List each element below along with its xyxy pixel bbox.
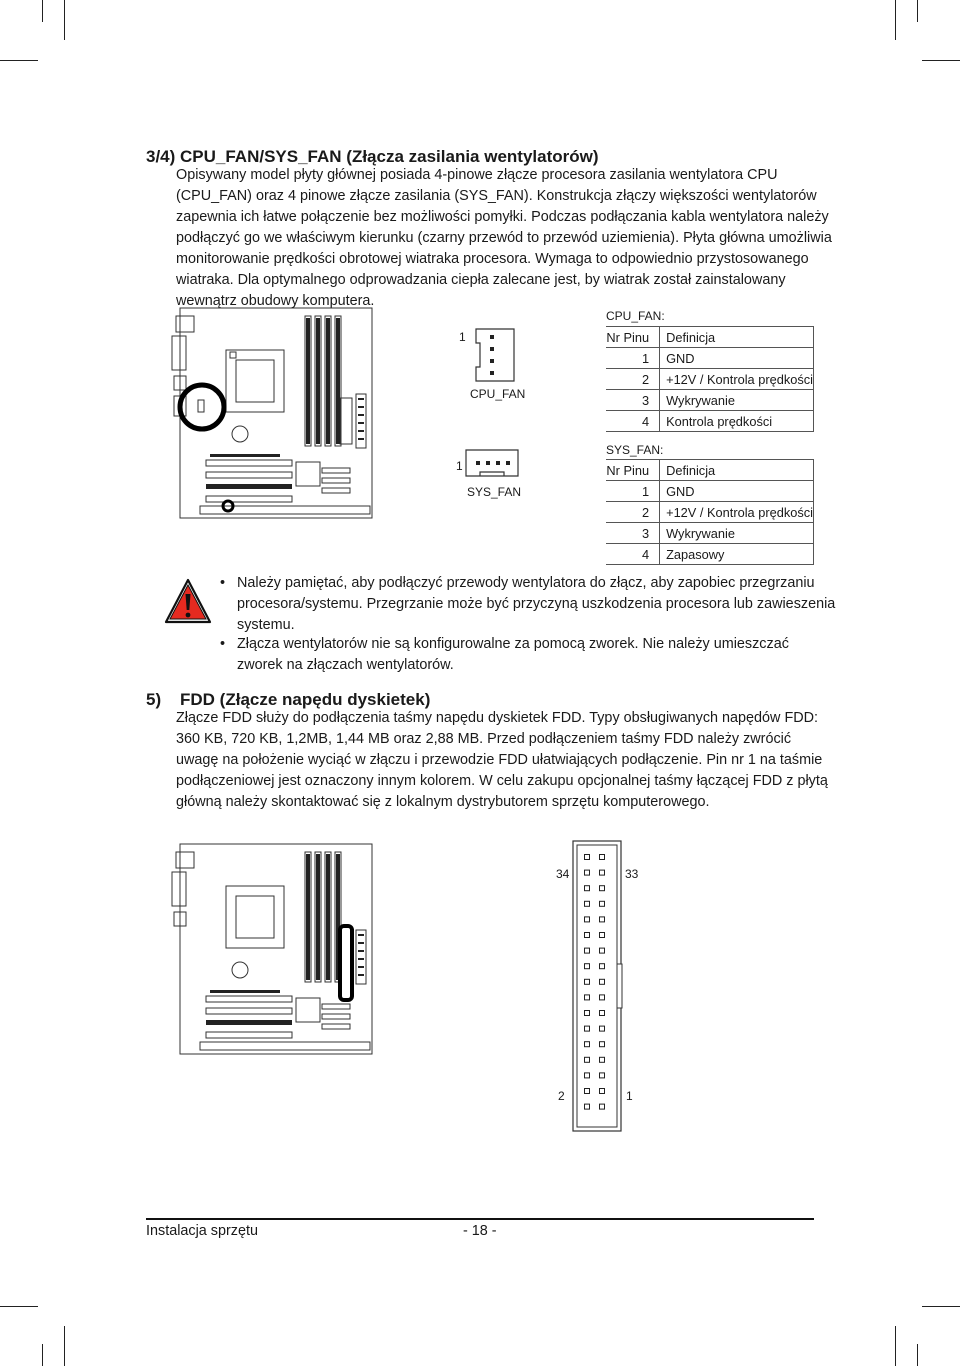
note-line: • Złącza wentylatorów nie są konfigurowalne za pomocą zworek. Nie należy umieszczać [237,634,789,655]
fdd-pin [585,870,590,875]
crop-mark [922,60,960,61]
crop-mark [917,1344,918,1366]
crop-mark [42,0,43,22]
warning-bullet-2 [237,634,789,676]
sys-fan-table-title: SYS_FAN: [606,443,664,457]
table-cell: 2 [606,502,660,523]
warning-icon [164,577,212,625]
fdd-pin-1-label: 1 [626,1089,633,1103]
fdd-pin [585,855,590,860]
paragraph-line: Opisywany model płyty głównej posiada 4-pinowe złącze procesora zasilania wentylatora CPU [176,167,778,183]
table-row [606,327,814,348]
fdd-pin [600,1042,605,1047]
fdd-highlight [340,926,352,1000]
fdd-pin [600,886,605,891]
fdd-pin-33-label: 33 [625,867,639,881]
fdd-pin [600,917,605,922]
table-cell: 4 [606,411,660,432]
crop-mark [895,0,896,40]
table-cell: 1 [606,481,660,502]
fdd-pin [600,995,605,1000]
fdd-pin [600,1057,605,1062]
crop-mark [0,60,38,61]
table-cell: GND [660,348,814,369]
fdd-pin [585,917,590,922]
fdd-pin [600,1073,605,1078]
table-cell: Zapasowy [660,544,814,565]
footer-rule [146,1218,814,1220]
paragraph-line: Złącze FDD służy do podłączenia taśmy napędu dyskietek FDD. Typy obsługiwanych napędów FDD: [176,710,819,726]
crop-mark [64,0,65,40]
paragraph-line: monitorowanie prędkości obrotowej wiatraka procesora. Wymaga to odpowiednio przystosowanego [176,251,809,267]
fdd-pin [585,964,590,969]
section-heading-fan: 3/4) CPU_FAN/SYS_FAN (Złącza zasilania wentylatorów) [146,147,599,166]
cpu-fan-pin-one: 1 [459,330,466,344]
fdd-pin [585,948,590,953]
cpu-fan-label: CPU_FAN [470,387,526,401]
page-number: - 18 - [463,1223,497,1239]
footer-section-title: Instalacja sprzętu [146,1223,258,1239]
fdd-pin [585,1042,590,1047]
table-row [606,348,814,369]
table-row [606,390,814,411]
fdd-pin [600,870,605,875]
fdd-pin [600,979,605,984]
crop-mark [895,1326,896,1366]
table-cell: Kontrola prędkości [660,411,814,432]
cpu-fan-connector [474,327,516,383]
table-cell: 4 [606,544,660,565]
sys-fan-pin-one: 1 [456,459,463,473]
motherboard-diagram-fdd [170,842,375,1056]
note-line: zworek na złączach wentylatorów. [237,657,454,673]
table-cell: +12V / Kontrola prędkości [660,369,814,390]
crop-mark [64,1326,65,1366]
fdd-pin [600,964,605,969]
fdd-pin [585,979,590,984]
table-header-cell: Nr Pinu [606,460,660,481]
fdd-pin [585,1057,590,1062]
fdd-pin [600,901,605,906]
table-row [606,544,814,565]
paragraph-line: wiatraka. Dla optymalnego odprowadzania ciepła zalecane jest, by wiatrak został zainstalowany [176,272,786,288]
fdd-pin-34-label: 34 [556,867,570,881]
table-row [606,523,814,544]
fdd-pin [585,886,590,891]
fdd-pin [585,901,590,906]
note-line: systemu. [237,617,295,633]
warning-bullet-1 [237,573,835,636]
fdd-pin [600,948,605,953]
note-line: procesora/systemu. Przegrzanie może być przyczyną uszkodzenia procesora lub zawieszenia [237,596,836,612]
paragraph-line: zapewnia ich łatwe połączenie bez możliwości pomyłki. Podczas podłączania kabla wentylatora należy [176,209,829,225]
table-header-cell: Definicja [660,460,814,481]
fdd-pin [585,1011,590,1016]
sys-fan-pin-table [606,459,814,565]
crop-mark [0,1306,38,1307]
table-cell: GND [660,481,814,502]
sys-fan-connector [464,448,520,478]
table-cell: Wykrywanie [660,523,814,544]
paragraph-line: 360 KB, 720 KB, 1,2MB, 1,44 MB oraz 2,88 MB. Przed podłączeniem taśmy FDD należy zwrócić [176,731,792,747]
table-header-cell: Nr Pinu [606,327,660,348]
crop-mark [922,1306,960,1307]
fdd-pin [600,933,605,938]
table-row [606,502,814,523]
fdd-pin-2-label: 2 [558,1089,565,1103]
table-header-cell: Definicja [660,327,814,348]
fdd-pin [585,1104,590,1109]
fdd-pin [585,1026,590,1031]
fdd-pin [600,1104,605,1109]
table-row [606,411,814,432]
section-heading-fdd: 5) FDD (Złącze napędu dyskietek) [146,690,431,709]
table-cell: 3 [606,523,660,544]
paragraph-line: wewnątrz obudowy komputera. [176,293,375,309]
crop-mark [917,0,918,22]
motherboard-diagram-fan [170,306,375,520]
fdd-pin [585,995,590,1000]
table-row [606,369,814,390]
note-line: • Należy pamiętać, aby podłączyć przewody wentylatora do złącz, aby zapobiec przegrzaniu [237,573,835,594]
cpu-fan-table-title: CPU_FAN: [606,309,665,323]
sys-fan-label: SYS_FAN [467,485,522,499]
paragraph-line: (CPU_FAN) oraz 4 pinowe złącze zasilania (SYS_FAN). Konstrukcja złączy większości wentylatorów [176,188,817,204]
fdd-pin [600,1011,605,1016]
table-cell: 3 [606,390,660,411]
crop-mark [42,1344,43,1366]
table-cell: +12V / Kontrola prędkości [660,502,814,523]
table-cell: 2 [606,369,660,390]
fdd-pin [600,1026,605,1031]
fdd-pin [585,933,590,938]
fdd-pin [600,1089,605,1094]
fdd-connector [572,840,622,1132]
cpu-fan-pin-table [606,326,814,432]
section-fan-paragraph [176,165,832,312]
fdd-pin [585,1073,590,1078]
paragraph-line: podłączyć go we właściwym kierunku (czarny przewód to przewód uziemienia). Płyta główna umożliwia [176,230,832,246]
paragraph-line: uwagę na położenie wyciąć w złączu i przewodzie FDD ułatwiających podłączenie. Pin nr 1 na taśmie [176,752,823,768]
table-cell: 1 [606,348,660,369]
paragraph-line: główną należy skontaktować się z lokalnym dystrybutorem sprzętu komputerowego. [176,794,710,810]
table-row [606,481,814,502]
section-fdd-paragraph [176,708,828,813]
table-row [606,460,814,481]
fdd-pin [585,1089,590,1094]
fdd-pin [600,855,605,860]
table-cell: Wykrywanie [660,390,814,411]
fan-header-highlight [180,385,224,429]
paragraph-line: podłączeniowej jest oznaczony innym kolorem. W celu zakupu opcjonalnej taśmy łączącej FDD z płytą [176,773,828,789]
